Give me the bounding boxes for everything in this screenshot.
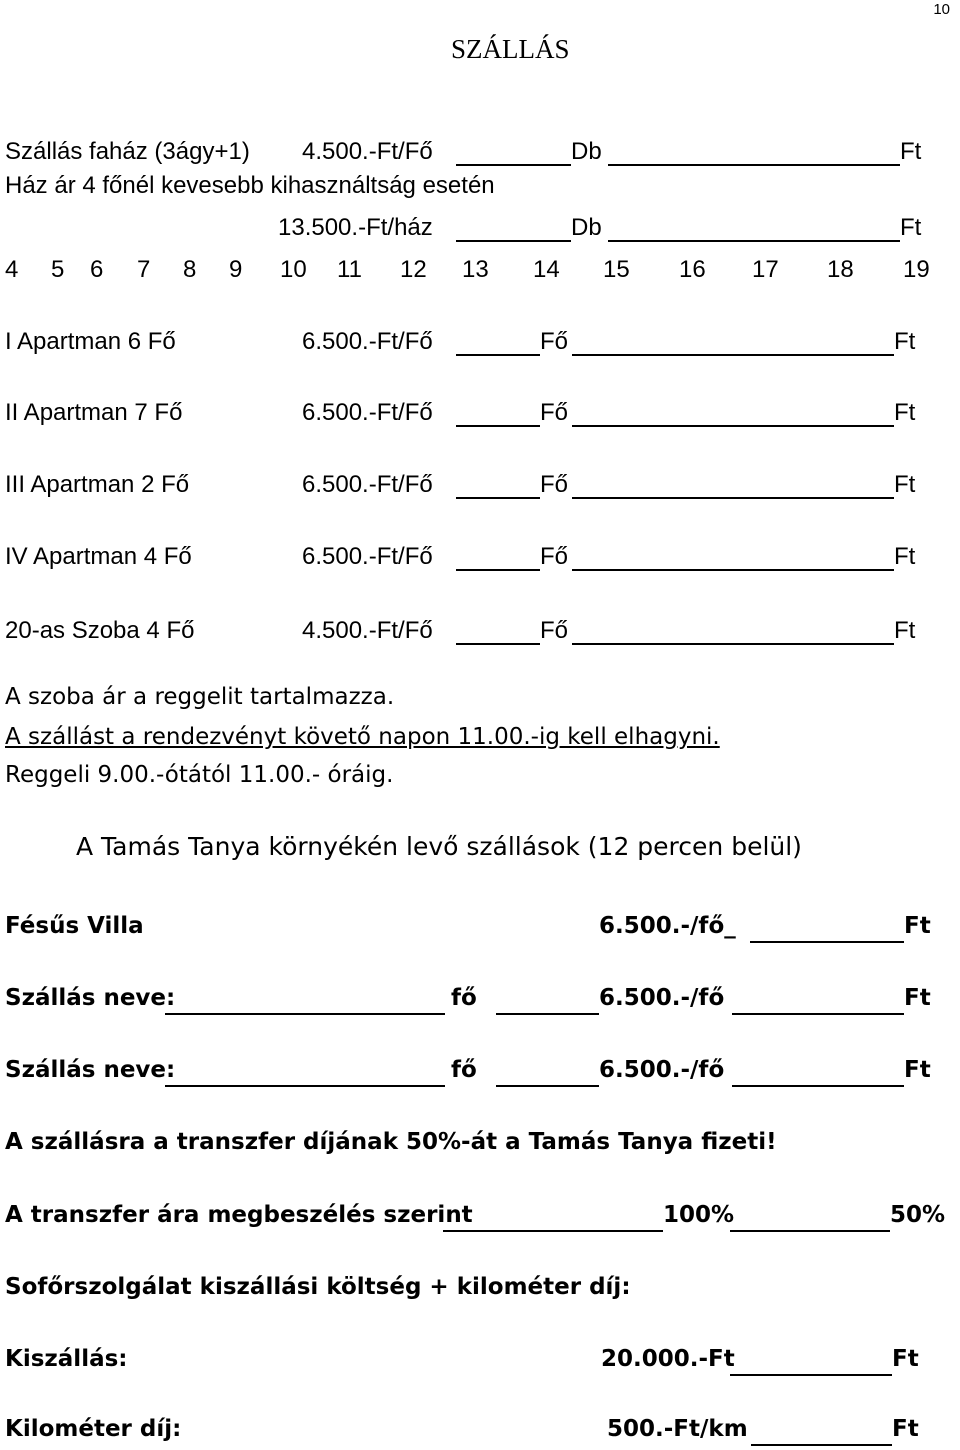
apartment-unit: Fő bbox=[540, 471, 569, 498]
villa-total-line bbox=[750, 941, 904, 943]
apartment-ft: Ft bbox=[894, 543, 916, 570]
km-fee-ft: Ft bbox=[892, 1416, 919, 1442]
lodging-total-line bbox=[732, 1013, 904, 1015]
number-8: 8 bbox=[183, 256, 197, 283]
number-6: 6 bbox=[90, 256, 104, 283]
house-ft: Ft bbox=[900, 214, 922, 241]
transfer-price-label: A transzfer ára megbeszélés szerint bbox=[5, 1202, 473, 1228]
villa-name: Fésűs Villa bbox=[5, 913, 144, 939]
apartment-qty-line bbox=[456, 354, 540, 356]
number-17: 17 bbox=[752, 256, 779, 283]
house-price: 13.500.-Ft/ház bbox=[278, 214, 433, 241]
apartment-price: 6.500.-Ft/Fő bbox=[302, 328, 433, 355]
callout-fee-label: Kiszállás: bbox=[5, 1346, 128, 1372]
km-fee-label: Kilométer díj: bbox=[5, 1416, 182, 1442]
apartment-price: 4.500.-Ft/Fő bbox=[302, 617, 433, 644]
lodging-qty-line bbox=[496, 1085, 599, 1087]
number-9: 9 bbox=[229, 256, 243, 283]
callout-fee-line bbox=[730, 1374, 892, 1376]
apartment-ft: Ft bbox=[894, 399, 916, 426]
apartment-unit: Fő bbox=[540, 399, 569, 426]
number-10: 10 bbox=[280, 256, 307, 283]
house-note: Ház ár 4 főnél kevesebb kihasználtság esetén bbox=[5, 172, 495, 199]
km-fee-price: 500.-Ft/km bbox=[607, 1416, 748, 1442]
callout-fee-price: 20.000.-Ft bbox=[601, 1346, 735, 1372]
lodging-price: 6.500.-/fő bbox=[599, 985, 725, 1011]
breakfast-time-note: Reggeli 9.00.-ótától 11.00.- óráig. bbox=[5, 762, 394, 788]
callout-fee-ft: Ft bbox=[892, 1346, 919, 1372]
number-11: 11 bbox=[337, 256, 362, 283]
apartment-unit: Fő bbox=[540, 543, 569, 570]
lodging-name-line bbox=[165, 1013, 445, 1015]
apartment-qty-line bbox=[456, 569, 540, 571]
house-db: Db bbox=[571, 214, 602, 241]
apartment-qty-line bbox=[456, 425, 540, 427]
breakfast-included-note: A szoba ár a reggelit tartalmazza. bbox=[5, 684, 395, 710]
apartment-price: 6.500.-Ft/Fő bbox=[302, 543, 433, 570]
apartment-ft: Ft bbox=[894, 471, 916, 498]
number-15: 15 bbox=[603, 256, 630, 283]
lodging-qty-line bbox=[496, 1013, 599, 1015]
apartment-total-line bbox=[572, 425, 894, 427]
lodging-name-line bbox=[165, 1085, 445, 1087]
house-qty-line bbox=[456, 240, 571, 242]
number-13: 13 bbox=[462, 256, 489, 283]
cabin-ft: Ft bbox=[900, 138, 922, 165]
lodging-price: 6.500.-/fő bbox=[599, 1057, 725, 1083]
apartment-unit: Fő bbox=[540, 328, 569, 355]
lodging-ft: Ft bbox=[904, 1057, 931, 1083]
nearby-heading: A Tamás Tanya környékén levő szállások (12 percen belül) bbox=[76, 832, 802, 861]
apartment-total-line bbox=[572, 497, 894, 499]
cabin-price: 4.500.-Ft/Fő bbox=[302, 138, 433, 165]
villa-price: 6.500.-/fő_ bbox=[599, 913, 736, 939]
apartment-total-line bbox=[572, 569, 894, 571]
number-18: 18 bbox=[827, 256, 854, 283]
km-fee-line bbox=[751, 1444, 892, 1446]
lodging-total-line bbox=[732, 1085, 904, 1087]
lodging-unit: fő bbox=[451, 985, 477, 1011]
apartment-name: II Apartman 7 Fő bbox=[5, 399, 183, 426]
apartment-unit: Fő bbox=[540, 617, 569, 644]
number-14: 14 bbox=[533, 256, 560, 283]
number-12: 12 bbox=[400, 256, 427, 283]
villa-ft: Ft bbox=[904, 913, 931, 939]
page-number: 10 bbox=[933, 1, 950, 18]
transfer-100-percent: 100% bbox=[663, 1202, 735, 1228]
transfer-note: A szállásra a transzfer díjának 50%-át a Tamás Tanya fizeti! bbox=[5, 1129, 777, 1155]
apartment-price: 6.500.-Ft/Fő bbox=[302, 399, 433, 426]
cabin-qty-line bbox=[456, 164, 571, 166]
house-total-line bbox=[608, 240, 900, 242]
transfer-50-line bbox=[730, 1230, 890, 1232]
number-19: 19 bbox=[903, 256, 930, 283]
apartment-total-line bbox=[572, 354, 894, 356]
transfer-100-line bbox=[443, 1230, 663, 1232]
apartment-ft: Ft bbox=[894, 328, 916, 355]
lodging-ft: Ft bbox=[904, 985, 931, 1011]
lodging-unit: fő bbox=[451, 1057, 477, 1083]
apartment-ft: Ft bbox=[894, 617, 916, 644]
cabin-label: Szállás faház (3ágy+1) bbox=[5, 138, 250, 165]
transfer-50-percent: 50% bbox=[890, 1202, 946, 1228]
cabin-total-line bbox=[608, 164, 900, 166]
lodging-name-label: Szállás neve: bbox=[5, 985, 176, 1011]
number-16: 16 bbox=[679, 256, 706, 283]
cabin-db: Db bbox=[571, 138, 602, 165]
lodging-name-label: Szállás neve: bbox=[5, 1057, 176, 1083]
apartment-total-line bbox=[572, 643, 894, 645]
apartment-price: 6.500.-Ft/Fő bbox=[302, 471, 433, 498]
checkout-note: A szállást a rendezvényt követő napon 11.00.-ig kell elhagyni. bbox=[5, 724, 720, 750]
apartment-name: IV Apartman 4 Fő bbox=[5, 543, 192, 570]
apartment-qty-line bbox=[456, 643, 540, 645]
driver-service-heading: Sofőrszolgálat kiszállási költség + kilométer díj: bbox=[5, 1274, 631, 1300]
number-4: 4 bbox=[5, 256, 19, 283]
number-5: 5 bbox=[51, 256, 65, 283]
number-7: 7 bbox=[137, 256, 151, 283]
apartment-name: III Apartman 2 Fő bbox=[5, 471, 190, 498]
page-title: SZÁLLÁS bbox=[451, 34, 570, 64]
apartment-name: I Apartman 6 Fő bbox=[5, 328, 176, 355]
apartment-qty-line bbox=[456, 497, 540, 499]
apartment-name: 20-as Szoba 4 Fő bbox=[5, 617, 195, 644]
